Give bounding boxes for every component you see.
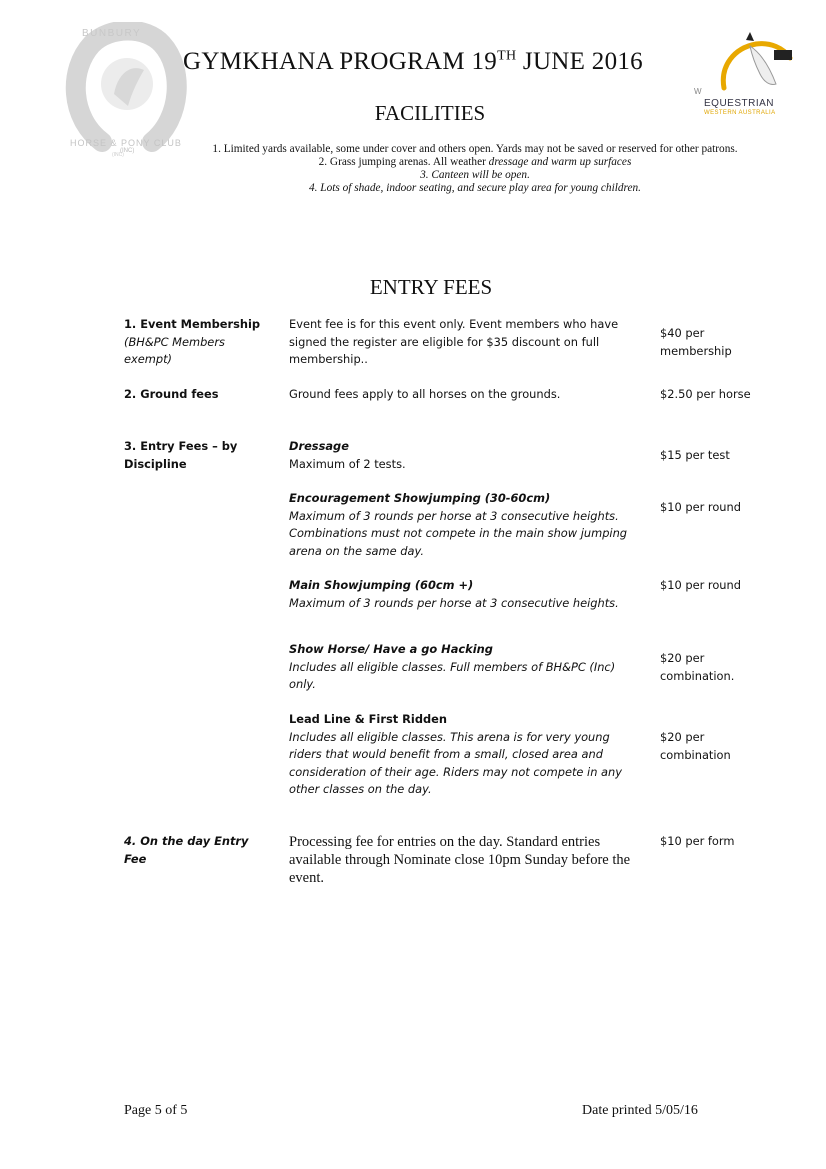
dressage-fee: $15 per test <box>660 448 730 462</box>
lead-line-title: Lead Line & First Ridden <box>289 712 447 726</box>
fee-row-1-fee: $40 per membership <box>660 326 732 358</box>
page-title <box>0 48 826 76</box>
show-horse-block <box>289 641 639 694</box>
svg-text:W: W <box>694 87 702 96</box>
fee-row-1-label: 1. Event Membership <box>124 317 261 331</box>
title-text-rest: JUNE 2016 <box>516 48 643 75</box>
dressage-block <box>289 438 639 473</box>
page-number: Page 5 of 5 <box>124 1103 188 1118</box>
title-superscript: TH <box>497 48 517 64</box>
fee-row-2-label: 2. Ground fees <box>124 387 219 401</box>
facility-item-1: 1. Limited yards available, some under cover and others open. Yards may not be saved or reserved for other patrons. <box>212 143 738 155</box>
fee-row-4-fee: $10 per form <box>660 834 735 848</box>
fee-row-2-desc: Ground fees apply to all horses on the grounds. <box>289 387 561 401</box>
entry-fees-heading: ENTRY FEES <box>369 275 493 299</box>
encouragement-desc: Maximum of 3 rounds per horse at 3 consecutive heights. Combinations must not compete in the main show jumping arena on the same day. <box>289 508 628 558</box>
lead-line-fee: $20 per combination <box>660 730 731 762</box>
main-showjumping-desc: Maximum of 3 rounds per horse at 3 consecutive heights. <box>289 595 619 610</box>
facility-item-4: 4. Lots of shade, indoor seating, and secure play area for young children. <box>309 182 641 194</box>
facility-item-2-italic: dressage and warm up surfaces <box>488 156 632 168</box>
svg-text:(INC): (INC) <box>112 152 124 157</box>
club-logo <box>62 22 192 157</box>
fee-row-1-label-block <box>124 316 274 369</box>
title-text: GYMKHANA PROGRAM 19 <box>183 48 498 75</box>
show-horse-desc: Includes all eligible classes. Full members of BH&PC (Inc) only. <box>289 659 616 692</box>
main-showjumping-title: Main Showjumping (60cm +) <box>289 578 474 592</box>
fee-row-1-desc: Event fee is for this event only. Event members who have signed the register are eligible for $35 discount on full membership.. <box>289 317 619 367</box>
facility-item-2 <box>210 156 740 169</box>
fee-row-3-label: 3. Entry Fees – by Discipline <box>124 439 238 471</box>
lead-line-desc: Includes all eligible classes. This arena is for very young riders that would benefit from a small, closed area and consideration of their age. Riders may not compete in any other classes on the day. <box>289 729 622 797</box>
fee-row-4-desc: Processing fee for entries on the day. Standard entries available through Nominate close 10pm Sunday before the event. <box>289 834 631 886</box>
facility-item-3: 3. Canteen will be open. <box>420 169 530 181</box>
show-horse-title: Show Horse/ Have a go Hacking <box>289 642 493 656</box>
show-horse-fee: $20 per combination. <box>660 651 735 683</box>
main-showjumping-fee: $10 per round <box>660 578 741 592</box>
encouragement-title: Encouragement Showjumping (30-60cm) <box>289 491 551 505</box>
horseshoe-logo-icon <box>62 22 192 157</box>
svg-text:HORSE & PONY CLUB: HORSE & PONY CLUB <box>70 138 182 148</box>
logo-brand-text: EQUESTRIAN <box>704 98 775 109</box>
dressage-desc: Maximum of 2 tests. <box>289 456 406 471</box>
date-printed: Date printed 5/05/16 <box>582 1103 698 1118</box>
logo-brand-subtext: WESTERN AUSTRALIA <box>704 110 776 116</box>
fee-row-1-note: (BH&PC Members exempt) <box>124 334 225 367</box>
facility-item-2-text: 2. Grass jumping arenas. All weather <box>318 156 489 168</box>
main-showjumping-block <box>289 577 639 612</box>
logo-small-mark: (INC) <box>120 148 135 154</box>
fee-row-2-fee: $2.50 per horse <box>660 387 751 401</box>
lead-line-block <box>289 711 639 799</box>
facilities-heading: FACILITIES <box>374 101 486 125</box>
encouragement-fee: $10 per round <box>660 500 741 514</box>
fee-row-4-label: 4. On the day Entry Fee <box>124 834 249 866</box>
encouragement-block <box>289 490 639 560</box>
dressage-title: Dressage <box>289 439 349 453</box>
facilities-list <box>210 143 740 195</box>
svg-text:BUNBURY: BUNBURY <box>82 28 142 39</box>
